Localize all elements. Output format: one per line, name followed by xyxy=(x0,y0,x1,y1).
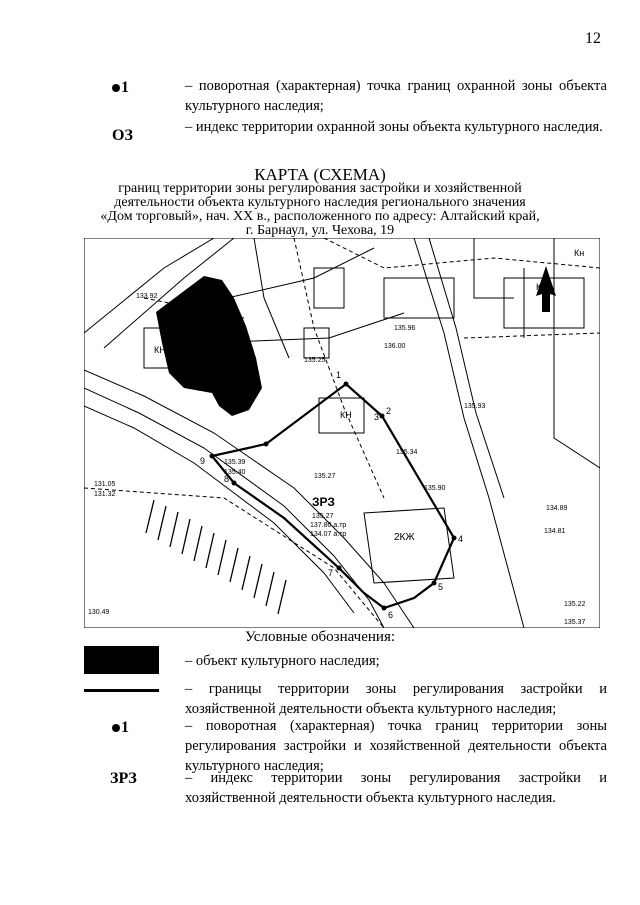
map-label: 7 xyxy=(328,568,334,578)
map-label: 135.25 xyxy=(304,357,326,364)
map-label: КН xyxy=(340,410,352,420)
map-label: 135.37 xyxy=(564,619,586,626)
map-label: 135.90 xyxy=(424,485,446,492)
map-title-line-4: г. Барнаул, ул. Чехова, 19 xyxy=(245,223,395,238)
map-label: 3 xyxy=(374,412,380,422)
map-label: 137.80 а.тр xyxy=(310,522,347,529)
map-label: 1 xyxy=(336,370,342,380)
legend-title: Условные обозначения: xyxy=(244,629,396,645)
site-plan-map xyxy=(84,238,600,628)
map-label: Кн xyxy=(574,248,585,258)
map-label: ЗРЗ xyxy=(312,495,335,509)
legend-boundary-text: – границы территории зоны регулирования застройки и хозяйственной деятельности объекта культурного наследия; xyxy=(185,681,607,717)
legend-point-text: – поворотная (характерная) точка границ территории зоны регулирования застройки и хозяйственной деятельности объекта культурного наследия; xyxy=(185,718,607,774)
map-title-line-3: «Дом торговый», нач. XX в., расположенного по адресу: Алтайский край, xyxy=(100,209,540,224)
map-label: 5 xyxy=(438,582,444,592)
point-symbol-number: 1 xyxy=(121,79,129,96)
map-label: 134.81 xyxy=(544,528,566,535)
map-label: 135.34 xyxy=(396,449,418,456)
map-label: 9 xyxy=(200,456,206,466)
map-label: 134.89 xyxy=(546,505,568,512)
map-label: 2 xyxy=(386,406,392,416)
map-title-line-1: границ территории зоны регулирования застройки и хозяйственной xyxy=(118,181,522,196)
map-label: 135.96 xyxy=(394,325,416,332)
map-label: 135.39 xyxy=(224,459,246,466)
map-label: 4 xyxy=(458,534,464,544)
map-label: 136.00 xyxy=(384,343,406,350)
map-label: КН xyxy=(536,282,548,292)
map-label: 2КЖ xyxy=(394,532,415,543)
point-symbol xyxy=(112,79,129,97)
map-label: 131.05 xyxy=(94,481,116,488)
point-dot-icon xyxy=(112,84,120,92)
legend-point-dot-icon xyxy=(112,724,120,732)
page-number: 12 xyxy=(585,30,601,47)
legend-zrz-text: – индекс территории зоны регулирования застройки и хозяйственной деятельности объекта культурного наследия. xyxy=(185,770,607,806)
map-label: 135.27 xyxy=(312,513,334,520)
map-label: 133.92 xyxy=(136,293,158,300)
top-legend-oz-text: – индекс территории охранной зоны объекта культурного наследия. xyxy=(185,119,603,135)
map-label: 6 xyxy=(388,610,394,620)
legend-point-number: 1 xyxy=(121,719,129,736)
map-heading: КАРТА (СХЕМА) xyxy=(254,165,386,184)
oz-index-symbol: ОЗ xyxy=(112,127,133,144)
map-label: КН xyxy=(154,345,166,355)
top-legend-point-text: – поворотная (характерная) точка границ охранной зоны объекта культурного наследия; xyxy=(185,78,607,114)
map-title-line-2: деятельности объекта культурного наследия регионального значения xyxy=(114,195,526,210)
map-label: 135.22 xyxy=(564,601,586,608)
legend-zrz-symbol: ЗРЗ xyxy=(110,770,137,787)
legend-point-symbol xyxy=(112,719,129,737)
legend-heritage-swatch xyxy=(84,646,159,674)
map-label: 135.93 xyxy=(464,403,486,410)
map-label: 135.40 xyxy=(224,469,246,476)
map-label: 135.27 xyxy=(314,473,336,480)
map-label: 131.32 xyxy=(94,491,116,498)
map-label: 8 xyxy=(224,474,230,484)
legend-heritage-text: – объект культурного наследия; xyxy=(185,653,380,669)
legend-boundary-line xyxy=(84,689,159,692)
map-label: 134.07 а.тр xyxy=(310,531,347,538)
map-label: 130.49 xyxy=(88,609,110,616)
